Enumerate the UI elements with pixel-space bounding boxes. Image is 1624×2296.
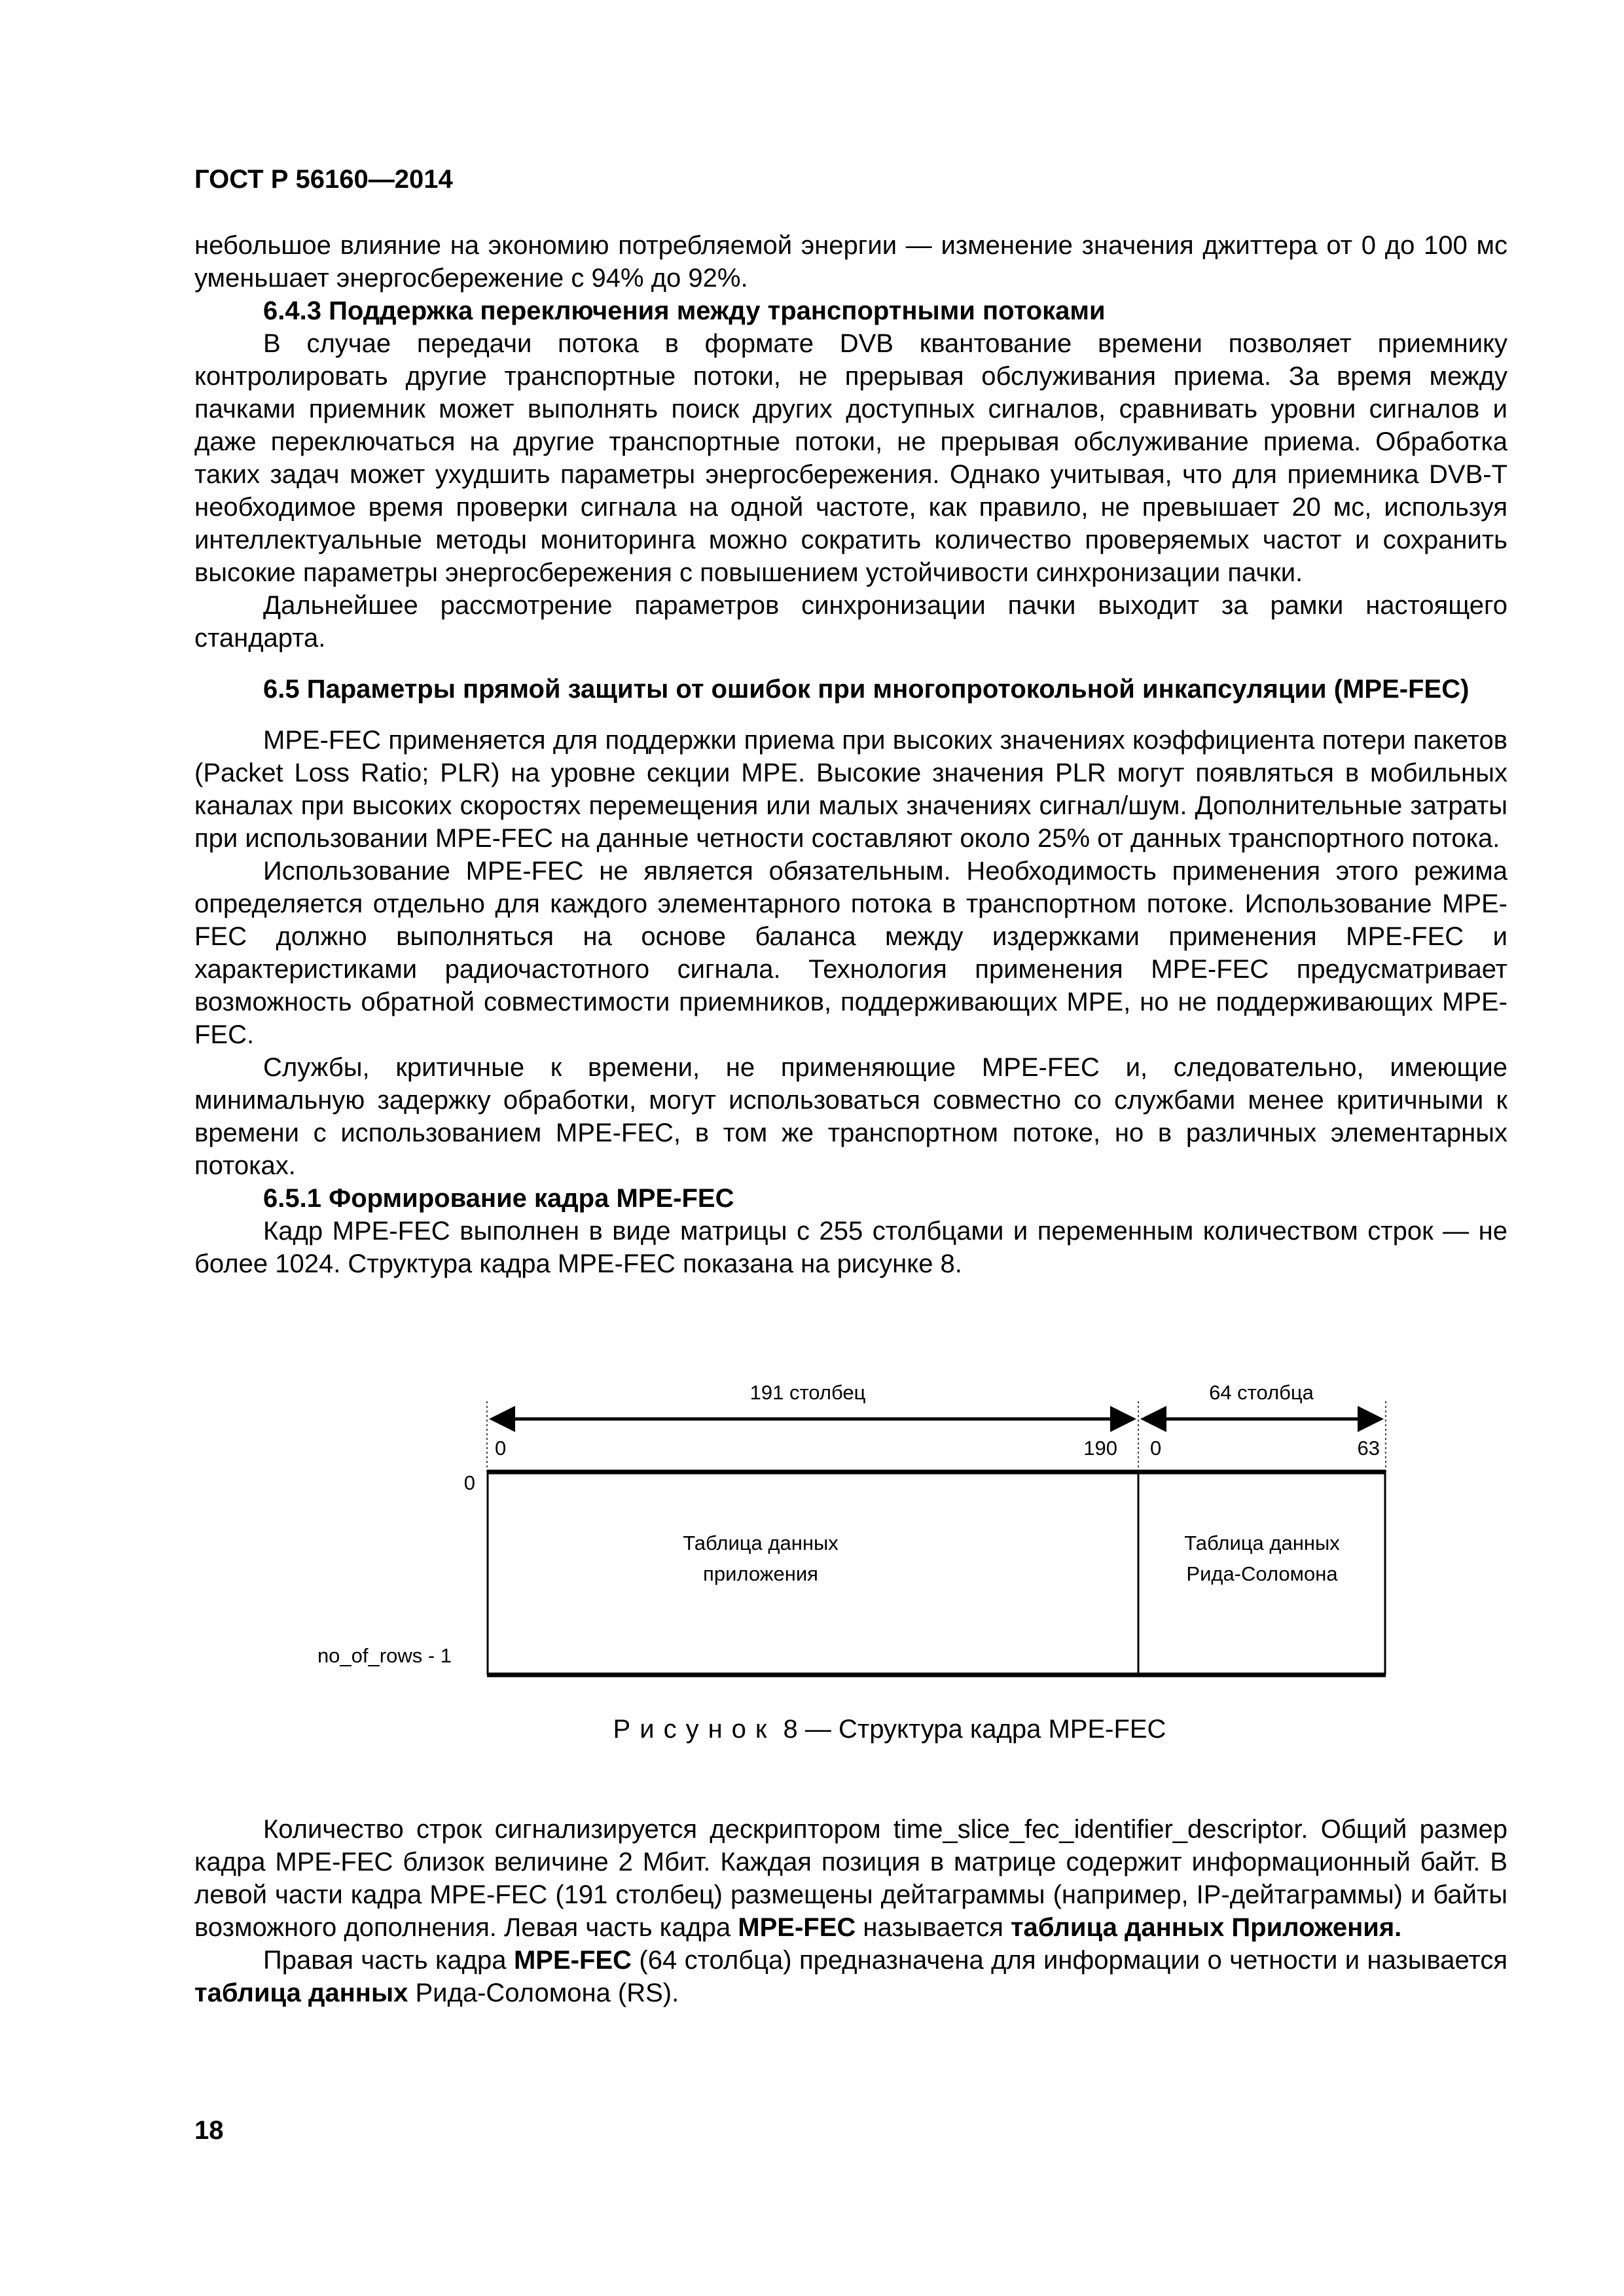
- right-end-index: 63: [1357, 1437, 1380, 1460]
- paragraph: небольшое влияние на экономию потребляемой энергии — изменение значения джиттера от 0 до 100 мс уменьшает энергосбережение с 94% до 92%.: [194, 231, 1507, 293]
- section-heading-6-4-3: 6.4.3 Поддержка переключения между транспортными потоками: [263, 296, 1106, 325]
- bold-text: MPE-FEC: [738, 1913, 856, 1942]
- document-header: ГОСТ Р 56160—2014: [194, 165, 453, 194]
- row-last-label: no_of_rows - 1: [317, 1644, 452, 1667]
- right-start-index: 0: [1150, 1437, 1162, 1460]
- left-end-index: 190: [1083, 1437, 1117, 1460]
- text: (64 столбца) предназначена для информации о четности и называется: [631, 1946, 1507, 1975]
- section-heading-6-5: 6.5 Параметры прямой защиты от ошибок при многопротокольной инкапсуляции (MPE-FEC): [263, 675, 1470, 704]
- after-figure-text: [194, 1813, 1507, 2009]
- paragraph: В случае передачи потока в формате DVB квантование времени позволяет приемнику контролировать другие транспортные потоки, не прерывая обслуживания приема. За время между пачками приемник может выполнять поиск других доступных сигналов, сравнивать уровни сигналов и даже переключаться на другие транспортные потоки, не прерывая обслуживание приема. Обработка таких задач может ухудшить параметры энергосбережения. Однако учитывая, что для приемника DVB-T необходимое время проверки сигнала на одной частоте, как правило, не превышает 20 мс, используя интеллектуальные методы мониторинга можно сократить количество проверяемых частот и сохранить высокие параметры энергосбережения с повышением устойчивости синхронизации пачки.: [194, 329, 1507, 587]
- bold-text: таблица данных: [194, 1979, 408, 2007]
- paragraph: Использование MPE-FEC не является обязательным. Необходимость применения этого режима определяется отдельно для каждого элементарного потока в транспортном потоке. Использование MPE-FEC должно выполняться на основе баланса между издержками применения MPE-FEC и характеристиками радиочастотного сигнала. Технология применения MPE-FEC предусматривает возможность обратной совместимости приемников, поддерживающих MPE, но не поддерживающих MPE-FEC.: [194, 857, 1507, 1049]
- text: Рида-Соломона (RS).: [408, 1979, 679, 2007]
- paragraph: [194, 1944, 1507, 2009]
- guide-lines: [487, 1401, 1386, 1472]
- page-number: 18: [194, 2116, 224, 2145]
- figure-caption: [613, 1715, 1166, 1744]
- paragraph: MPE-FEC применяется для поддержки приема при высоких значениях коэффициента потери пакетов (Packet Loss Ratio; PLR) на уровне секции MPE. Высокие значения PLR могут появляться в мобильных каналах при высоких скоростях перемещения или малых значениях сигнал/шум. Дополнительные затраты при использовании MPE-FEC на данные четности составляют около 25% от данных транспортного потока.: [194, 726, 1507, 853]
- paragraph: Службы, критичные к времени, не применяющие MPE-FEC и, следовательно, имеющие минимальную задержку обработки, могут использоваться совместно со службами менее критичными к времени с использованием MPE-FEC, в том же транспортном потоке, но в различных элементарных потоках.: [194, 1053, 1507, 1180]
- text: Правая часть кадра: [263, 1946, 514, 1975]
- bold-text: MPE-FEC: [513, 1946, 632, 1975]
- caption-word: Рисунок: [613, 1715, 776, 1744]
- label-line: Таблица данных: [683, 1532, 839, 1554]
- caption-text: 8 — Структура кадра MPE-FEC: [776, 1715, 1166, 1744]
- label-line: Рида-Соломона: [1186, 1562, 1338, 1585]
- main-text: [194, 229, 1507, 1280]
- left-start-index: 0: [495, 1437, 507, 1460]
- bold-text: таблица данных Приложения.: [1010, 1913, 1402, 1942]
- label-line: приложения: [703, 1562, 818, 1585]
- paragraph: Дальнейшее рассмотрение параметров синхронизации пачки выходит за рамки настоящего стандарта.: [194, 591, 1507, 653]
- paragraph: Кадр MPE-FEC выполнен в виде матрицы с 255 столбцами и переменным количеством строк — не более 1024. Структура кадра MPE-FEC показана на рисунке 8.: [194, 1217, 1507, 1278]
- paragraph: [194, 1813, 1507, 1944]
- text: Количество строк сигнализируется дескриптором time_slice_fec_identifier_descriptor. Общий размер кадра MPE-FEC близок величине 2 Мбит. Каждая позиция в матрице содержит информационный байт. В левой части кадра MPE-FEC (191 столбец) размещены дейтаграммы (например, IP-дейтаграммы) и байты возможного дополнения. Левая часть кадра: [194, 1815, 1507, 1942]
- row-first-label: 0: [463, 1471, 475, 1494]
- left-span-label: 191 столбец: [749, 1381, 866, 1404]
- right-span-label: 64 столбца: [1209, 1381, 1314, 1404]
- reed-solomon-table-label: [1184, 1532, 1340, 1586]
- application-data-table-label: [683, 1532, 839, 1586]
- label-line: Таблица данных: [1184, 1532, 1340, 1554]
- section-heading-6-5-1: 6.5.1 Формирование кадра MPE-FEC: [263, 1184, 734, 1213]
- text: называется: [856, 1913, 1011, 1942]
